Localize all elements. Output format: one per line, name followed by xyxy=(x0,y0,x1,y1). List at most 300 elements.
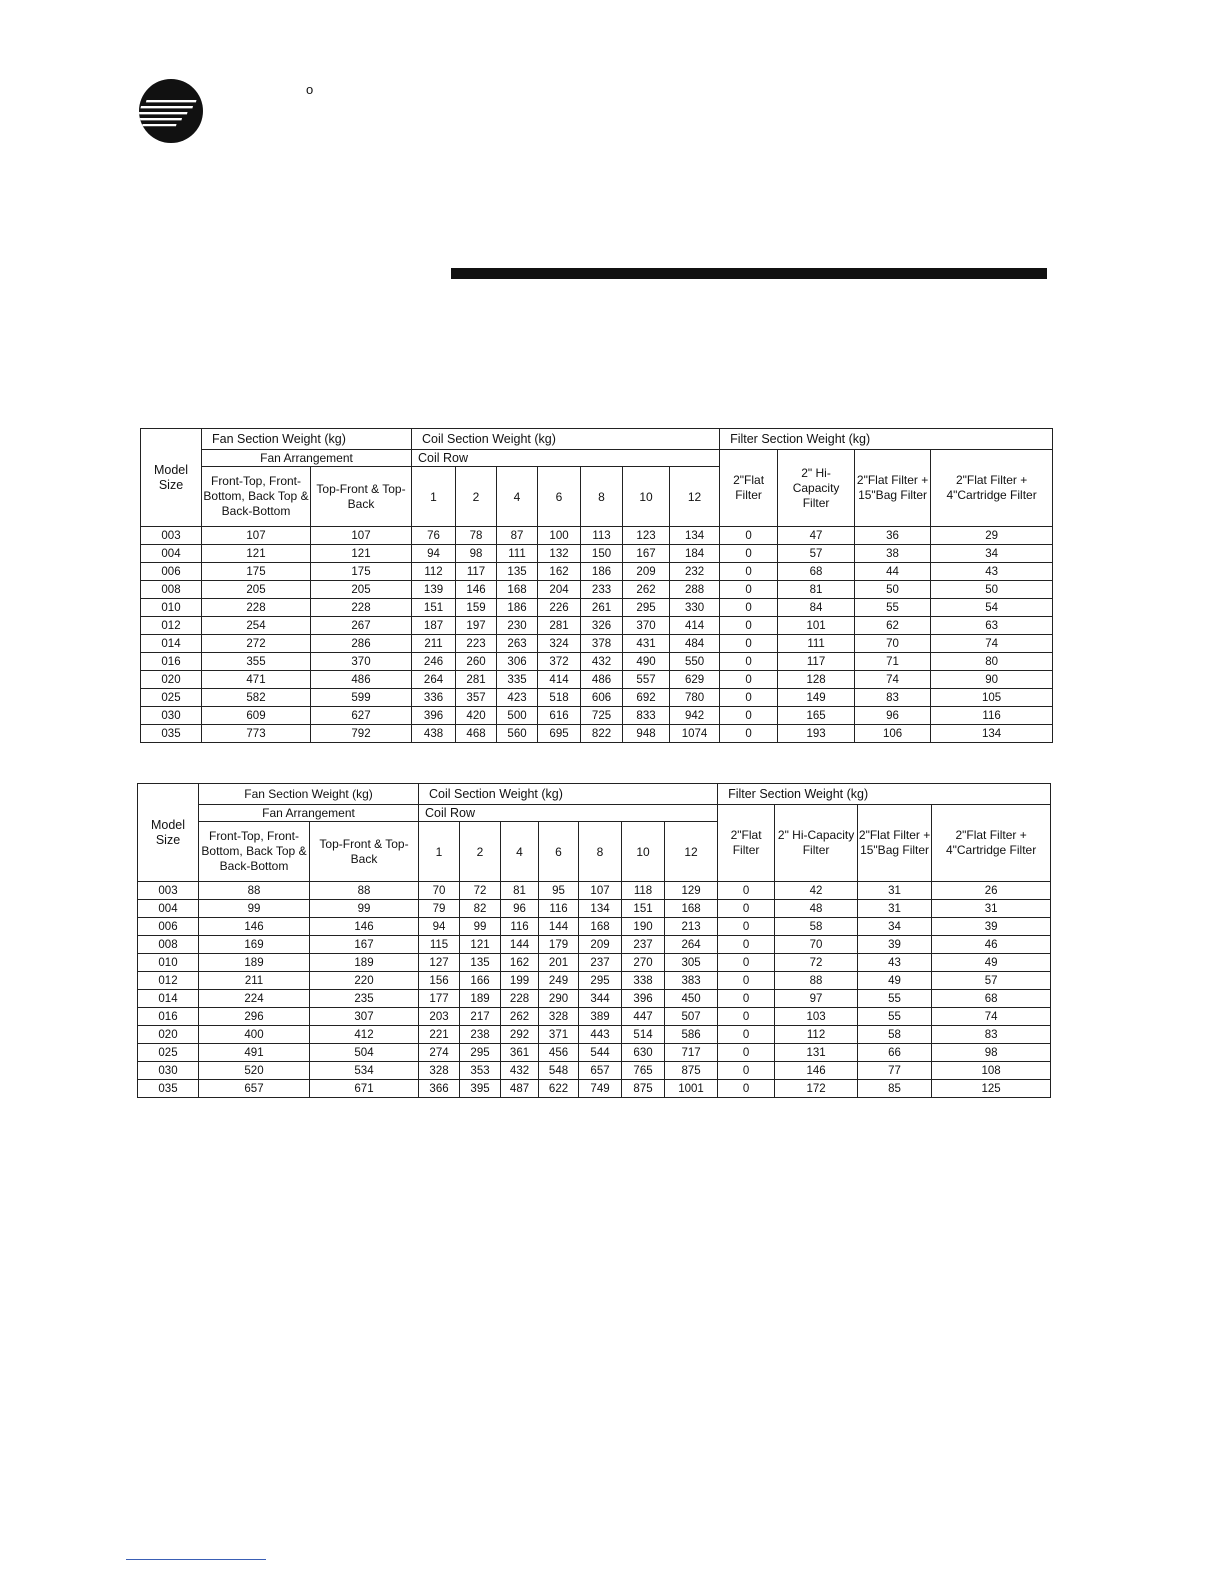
table-row xyxy=(141,599,1053,617)
model-size-cell: 008 xyxy=(141,581,202,599)
weight-cell: 357 xyxy=(456,689,497,707)
weight-cell: 267 xyxy=(311,617,412,635)
weight-cell: 74 xyxy=(931,635,1053,653)
weight-table-1 xyxy=(140,428,1053,743)
weight-cell: 306 xyxy=(497,653,538,671)
weight-cell: 548 xyxy=(539,1062,579,1080)
weight-cell: 55 xyxy=(858,1008,932,1026)
model-size-cell: 003 xyxy=(138,882,199,900)
weight-cell: 71 xyxy=(855,653,931,671)
model-size-cell: 010 xyxy=(141,599,202,617)
weight-cell: 199 xyxy=(501,972,539,990)
weight-cell: 599 xyxy=(311,689,412,707)
weight-cell: 57 xyxy=(778,545,855,563)
weight-cell: 72 xyxy=(460,882,501,900)
weight-cell: 55 xyxy=(855,599,931,617)
weight-cell: 169 xyxy=(199,936,310,954)
weight-cell: 507 xyxy=(665,1008,718,1026)
weight-cell: 383 xyxy=(665,972,718,990)
table-row xyxy=(138,936,1051,954)
weight-cell: 370 xyxy=(623,617,670,635)
weight-cell: 412 xyxy=(310,1026,419,1044)
weight-cell: 822 xyxy=(581,725,623,743)
model-size-cell: 030 xyxy=(141,707,202,725)
weight-cell: 54 xyxy=(931,599,1053,617)
weight-cell: 211 xyxy=(412,635,456,653)
weight-cell: 237 xyxy=(579,954,622,972)
weight-cell: 117 xyxy=(778,653,855,671)
weight-cell: 749 xyxy=(579,1080,622,1098)
weight-cell: 414 xyxy=(538,671,581,689)
weight-cell: 97 xyxy=(775,990,858,1008)
model-size-header: Model Size xyxy=(141,429,202,527)
degree-mark: o xyxy=(306,82,314,97)
model-size-cell: 008 xyxy=(138,936,199,954)
weight-cell: 167 xyxy=(310,936,419,954)
weight-cell: 217 xyxy=(460,1008,501,1026)
weight-cell: 1074 xyxy=(670,725,720,743)
weight-cell: 606 xyxy=(581,689,623,707)
weight-cell: 0 xyxy=(720,617,778,635)
table-row xyxy=(138,882,1051,900)
weight-cell: 43 xyxy=(931,563,1053,581)
weight-cell: 83 xyxy=(932,1026,1051,1044)
weight-cell: 237 xyxy=(622,936,665,954)
weight-cell: 361 xyxy=(501,1044,539,1062)
weight-cell: 557 xyxy=(623,671,670,689)
model-size-header: Model Size xyxy=(138,784,199,882)
weight-cell: 232 xyxy=(670,563,720,581)
weight-cell: 307 xyxy=(310,1008,419,1026)
weight-cell: 168 xyxy=(579,918,622,936)
table-row xyxy=(141,707,1053,725)
weight-cell: 151 xyxy=(412,599,456,617)
weight-cell: 177 xyxy=(419,990,460,1008)
weight-cell: 220 xyxy=(310,972,419,990)
weight-cell: 948 xyxy=(623,725,670,743)
weight-cell: 113 xyxy=(581,527,623,545)
weight-table-2-body xyxy=(138,882,1051,1098)
weight-cell: 378 xyxy=(581,635,623,653)
weight-cell: 560 xyxy=(497,725,538,743)
weight-cell: 117 xyxy=(456,563,497,581)
weight-cell: 146 xyxy=(310,918,419,936)
weight-cell: 504 xyxy=(310,1044,419,1062)
weight-cell: 135 xyxy=(497,563,538,581)
weight-cell: 187 xyxy=(412,617,456,635)
weight-table-2 xyxy=(137,783,1051,1098)
weight-cell: 725 xyxy=(581,707,623,725)
coil-row-1-header: 1 xyxy=(419,822,460,882)
weight-cell: 46 xyxy=(932,936,1051,954)
weight-cell: 400 xyxy=(199,1026,310,1044)
weight-cell: 616 xyxy=(538,707,581,725)
coil-row-1-header: 1 xyxy=(412,467,456,527)
weight-cell: 0 xyxy=(718,900,775,918)
weight-cell: 47 xyxy=(778,527,855,545)
weight-cell: 34 xyxy=(931,545,1053,563)
weight-cell: 205 xyxy=(202,581,311,599)
weight-cell: 107 xyxy=(311,527,412,545)
coil-section-header: Coil Section Weight (kg) xyxy=(412,429,720,450)
weight-cell: 159 xyxy=(456,599,497,617)
coil-row-6-header: 6 xyxy=(539,822,579,882)
weight-cell: 203 xyxy=(419,1008,460,1026)
weight-cell: 95 xyxy=(539,882,579,900)
weight-cell: 129 xyxy=(665,882,718,900)
coil-row-8-header: 8 xyxy=(581,467,623,527)
weight-cell: 423 xyxy=(497,689,538,707)
table-row xyxy=(138,954,1051,972)
weight-cell: 833 xyxy=(623,707,670,725)
weight-cell: 0 xyxy=(720,725,778,743)
weight-cell: 246 xyxy=(412,653,456,671)
table-row xyxy=(138,1062,1051,1080)
model-size-cell: 016 xyxy=(138,1008,199,1026)
weight-cell: 74 xyxy=(932,1008,1051,1026)
weight-cell: 94 xyxy=(412,545,456,563)
weight-cell: 518 xyxy=(538,689,581,707)
weight-cell: 226 xyxy=(538,599,581,617)
weight-cell: 88 xyxy=(199,882,310,900)
weight-cell: 68 xyxy=(778,563,855,581)
weight-cell: 395 xyxy=(460,1080,501,1098)
filter-hicap-header: 2" Hi-Capacity Filter xyxy=(775,805,858,882)
fan-arrangement-header: Fan Arrangement xyxy=(202,450,412,467)
weight-cell: 70 xyxy=(855,635,931,653)
weight-cell: 88 xyxy=(775,972,858,990)
weight-cell: 62 xyxy=(855,617,931,635)
weight-cell: 57 xyxy=(932,972,1051,990)
weight-cell: 34 xyxy=(858,918,932,936)
weight-cell: 81 xyxy=(501,882,539,900)
weight-cell: 48 xyxy=(775,900,858,918)
table-row xyxy=(141,563,1053,581)
weight-cell: 0 xyxy=(718,918,775,936)
weight-cell: 456 xyxy=(539,1044,579,1062)
table-row xyxy=(141,527,1053,545)
weight-cell: 189 xyxy=(460,990,501,1008)
weight-cell: 292 xyxy=(501,1026,539,1044)
model-size-cell: 014 xyxy=(138,990,199,1008)
weight-cell: 144 xyxy=(539,918,579,936)
weight-cell: 582 xyxy=(202,689,311,707)
weight-cell: 875 xyxy=(622,1080,665,1098)
weight-cell: 792 xyxy=(311,725,412,743)
weight-cell: 132 xyxy=(538,545,581,563)
weight-cell: 103 xyxy=(775,1008,858,1026)
weight-cell: 79 xyxy=(419,900,460,918)
weight-cell: 36 xyxy=(855,527,931,545)
model-size-cell: 016 xyxy=(141,653,202,671)
weight-cell: 166 xyxy=(460,972,501,990)
weight-cell: 544 xyxy=(579,1044,622,1062)
fan-arrangement-header: Fan Arrangement xyxy=(199,805,419,822)
weight-cell: 121 xyxy=(202,545,311,563)
weight-cell: 112 xyxy=(775,1026,858,1044)
weight-cell: 184 xyxy=(670,545,720,563)
weight-cell: 44 xyxy=(855,563,931,581)
model-size-cell: 014 xyxy=(141,635,202,653)
table-row xyxy=(141,617,1053,635)
fan-section-header: Fan Section Weight (kg) xyxy=(202,429,412,450)
brand-logo-icon xyxy=(138,78,204,144)
filter-bag-header: 2"Flat Filter + 15"Bag Filter xyxy=(858,805,932,882)
table-row xyxy=(141,671,1053,689)
filter-hicap-header: 2" Hi-Capacity Filter xyxy=(778,450,855,527)
weight-table-1-body xyxy=(141,527,1053,743)
weight-cell: 0 xyxy=(718,1008,775,1026)
weight-cell: 146 xyxy=(199,918,310,936)
weight-cell: 355 xyxy=(202,653,311,671)
table-row xyxy=(138,1044,1051,1062)
weight-cell: 431 xyxy=(623,635,670,653)
weight-cell: 0 xyxy=(718,1044,775,1062)
weight-cell: 264 xyxy=(665,936,718,954)
weight-cell: 127 xyxy=(419,954,460,972)
filter-flat-header: 2"Flat Filter xyxy=(720,450,778,527)
weight-cell: 88 xyxy=(310,882,419,900)
weight-cell: 186 xyxy=(497,599,538,617)
weight-cell: 249 xyxy=(539,972,579,990)
weight-cell: 201 xyxy=(539,954,579,972)
weight-cell: 671 xyxy=(310,1080,419,1098)
weight-cell: 0 xyxy=(720,545,778,563)
weight-cell: 370 xyxy=(311,653,412,671)
weight-cell: 193 xyxy=(778,725,855,743)
weight-cell: 328 xyxy=(539,1008,579,1026)
weight-cell: 76 xyxy=(412,527,456,545)
section-title-bar xyxy=(451,268,1047,279)
weight-cell: 286 xyxy=(311,635,412,653)
weight-cell: 189 xyxy=(199,954,310,972)
weight-cell: 213 xyxy=(665,918,718,936)
weight-cell: 233 xyxy=(581,581,623,599)
weight-cell: 121 xyxy=(311,545,412,563)
weight-cell: 262 xyxy=(501,1008,539,1026)
weight-cell: 432 xyxy=(581,653,623,671)
weight-cell: 414 xyxy=(670,617,720,635)
weight-cell: 96 xyxy=(501,900,539,918)
weight-cell: 121 xyxy=(460,936,501,954)
weight-cell: 43 xyxy=(858,954,932,972)
weight-cell: 134 xyxy=(931,725,1053,743)
table-row xyxy=(141,725,1053,743)
coil-row-header: Coil Row xyxy=(412,450,720,467)
weight-cell: 96 xyxy=(855,707,931,725)
weight-cell: 204 xyxy=(538,581,581,599)
model-size-cell: 035 xyxy=(141,725,202,743)
weight-cell: 534 xyxy=(310,1062,419,1080)
weight-cell: 264 xyxy=(412,671,456,689)
weight-cell: 116 xyxy=(501,918,539,936)
weight-cell: 281 xyxy=(456,671,497,689)
weight-cell: 336 xyxy=(412,689,456,707)
weight-cell: 189 xyxy=(310,954,419,972)
weight-cell: 657 xyxy=(579,1062,622,1080)
weight-cell: 471 xyxy=(202,671,311,689)
weight-cell: 0 xyxy=(720,635,778,653)
weight-cell: 101 xyxy=(778,617,855,635)
weight-cell: 609 xyxy=(202,707,311,725)
filter-flat-header: 2"Flat Filter xyxy=(718,805,775,882)
weight-cell: 80 xyxy=(931,653,1053,671)
weight-cell: 274 xyxy=(419,1044,460,1062)
coil-section-header: Coil Section Weight (kg) xyxy=(419,784,718,805)
coil-row-6-header: 6 xyxy=(538,467,581,527)
weight-cell: 167 xyxy=(623,545,670,563)
weight-cell: 151 xyxy=(622,900,665,918)
weight-cell: 115 xyxy=(419,936,460,954)
weight-cell: 106 xyxy=(855,725,931,743)
coil-row-10-header: 10 xyxy=(623,467,670,527)
weight-cell: 0 xyxy=(720,581,778,599)
weight-cell: 443 xyxy=(579,1026,622,1044)
weight-cell: 209 xyxy=(579,936,622,954)
table-row xyxy=(138,1080,1051,1098)
weight-cell: 396 xyxy=(412,707,456,725)
weight-cell: 78 xyxy=(456,527,497,545)
weight-cell: 146 xyxy=(456,581,497,599)
model-size-cell: 012 xyxy=(138,972,199,990)
weight-cell: 112 xyxy=(412,563,456,581)
coil-row-2-header: 2 xyxy=(460,822,501,882)
weight-cell: 0 xyxy=(720,707,778,725)
table-row xyxy=(141,545,1053,563)
weight-cell: 105 xyxy=(931,689,1053,707)
weight-cell: 290 xyxy=(539,990,579,1008)
table-row xyxy=(138,918,1051,936)
weight-cell: 77 xyxy=(858,1062,932,1080)
model-size-cell: 004 xyxy=(138,900,199,918)
weight-cell: 31 xyxy=(932,900,1051,918)
weight-cell: 228 xyxy=(311,599,412,617)
weight-cell: 223 xyxy=(456,635,497,653)
weight-cell: 773 xyxy=(202,725,311,743)
weight-cell: 0 xyxy=(718,936,775,954)
weight-cell: 692 xyxy=(623,689,670,707)
table-row xyxy=(138,900,1051,918)
weight-cell: 29 xyxy=(931,527,1053,545)
weight-cell: 175 xyxy=(311,563,412,581)
table-row xyxy=(138,990,1051,1008)
weight-cell: 491 xyxy=(199,1044,310,1062)
weight-cell: 717 xyxy=(665,1044,718,1062)
weight-cell: 484 xyxy=(670,635,720,653)
weight-cell: 42 xyxy=(775,882,858,900)
fan-front-top-header: Front-Top, Front-Bottom, Back Top & Back-Bottom xyxy=(202,467,311,527)
weight-cell: 31 xyxy=(858,900,932,918)
weight-cell: 486 xyxy=(311,671,412,689)
weight-cell: 83 xyxy=(855,689,931,707)
weight-cell: 55 xyxy=(858,990,932,1008)
weight-cell: 281 xyxy=(538,617,581,635)
filter-section-header: Filter Section Weight (kg) xyxy=(720,429,1053,450)
weight-cell: 0 xyxy=(720,653,778,671)
weight-cell: 0 xyxy=(720,671,778,689)
model-size-cell: 006 xyxy=(138,918,199,936)
weight-cell: 168 xyxy=(665,900,718,918)
weight-cell: 118 xyxy=(622,882,665,900)
table-row xyxy=(141,581,1053,599)
weight-cell: 338 xyxy=(622,972,665,990)
weight-cell: 84 xyxy=(778,599,855,617)
weight-cell: 99 xyxy=(199,900,310,918)
weight-cell: 780 xyxy=(670,689,720,707)
coil-row-4-header: 4 xyxy=(501,822,539,882)
weight-cell: 70 xyxy=(775,936,858,954)
weight-cell: 125 xyxy=(932,1080,1051,1098)
model-size-cell: 003 xyxy=(141,527,202,545)
weight-cell: 134 xyxy=(670,527,720,545)
weight-cell: 235 xyxy=(310,990,419,1008)
weight-cell: 0 xyxy=(718,990,775,1008)
weight-cell: 162 xyxy=(538,563,581,581)
filter-bag-header: 2"Flat Filter + 15"Bag Filter xyxy=(855,450,931,527)
weight-cell: 175 xyxy=(202,563,311,581)
weight-cell: 389 xyxy=(579,1008,622,1026)
weight-cell: 765 xyxy=(622,1062,665,1080)
weight-cell: 99 xyxy=(310,900,419,918)
weight-cell: 172 xyxy=(775,1080,858,1098)
weight-cell: 0 xyxy=(720,599,778,617)
weight-cell: 72 xyxy=(775,954,858,972)
weight-cell: 0 xyxy=(718,1080,775,1098)
weight-cell: 305 xyxy=(665,954,718,972)
weight-cell: 0 xyxy=(718,1026,775,1044)
coil-row-12-header: 12 xyxy=(670,467,720,527)
coil-row-4-header: 4 xyxy=(497,467,538,527)
weight-cell: 629 xyxy=(670,671,720,689)
model-size-cell: 006 xyxy=(141,563,202,581)
weight-cell: 50 xyxy=(855,581,931,599)
weight-cell: 39 xyxy=(858,936,932,954)
weight-cell: 0 xyxy=(718,972,775,990)
weight-cell: 254 xyxy=(202,617,311,635)
weight-cell: 74 xyxy=(855,671,931,689)
weight-cell: 324 xyxy=(538,635,581,653)
weight-cell: 468 xyxy=(456,725,497,743)
weight-cell: 68 xyxy=(932,990,1051,1008)
coil-row-2-header: 2 xyxy=(456,467,497,527)
weight-cell: 326 xyxy=(581,617,623,635)
weight-cell: 94 xyxy=(419,918,460,936)
weight-cell: 272 xyxy=(202,635,311,653)
weight-cell: 0 xyxy=(720,689,778,707)
weight-cell: 179 xyxy=(539,936,579,954)
weight-cell: 330 xyxy=(670,599,720,617)
weight-cell: 156 xyxy=(419,972,460,990)
fan-front-top-header: Front-Top, Front-Bottom, Back Top & Back-Bottom xyxy=(199,822,310,882)
weight-cell: 131 xyxy=(775,1044,858,1062)
weight-cell: 228 xyxy=(202,599,311,617)
weight-cell: 58 xyxy=(775,918,858,936)
weight-cell: 627 xyxy=(311,707,412,725)
weight-cell: 520 xyxy=(199,1062,310,1080)
weight-cell: 487 xyxy=(501,1080,539,1098)
weight-cell: 49 xyxy=(858,972,932,990)
table-row xyxy=(138,1008,1051,1026)
weight-cell: 39 xyxy=(932,918,1051,936)
weight-cell: 70 xyxy=(419,882,460,900)
weight-cell: 432 xyxy=(501,1062,539,1080)
coil-row-header: Coil Row xyxy=(419,805,718,822)
weight-cell: 209 xyxy=(623,563,670,581)
weight-cell: 205 xyxy=(311,581,412,599)
weight-cell: 190 xyxy=(622,918,665,936)
weight-cell: 657 xyxy=(199,1080,310,1098)
weight-cell: 622 xyxy=(539,1080,579,1098)
